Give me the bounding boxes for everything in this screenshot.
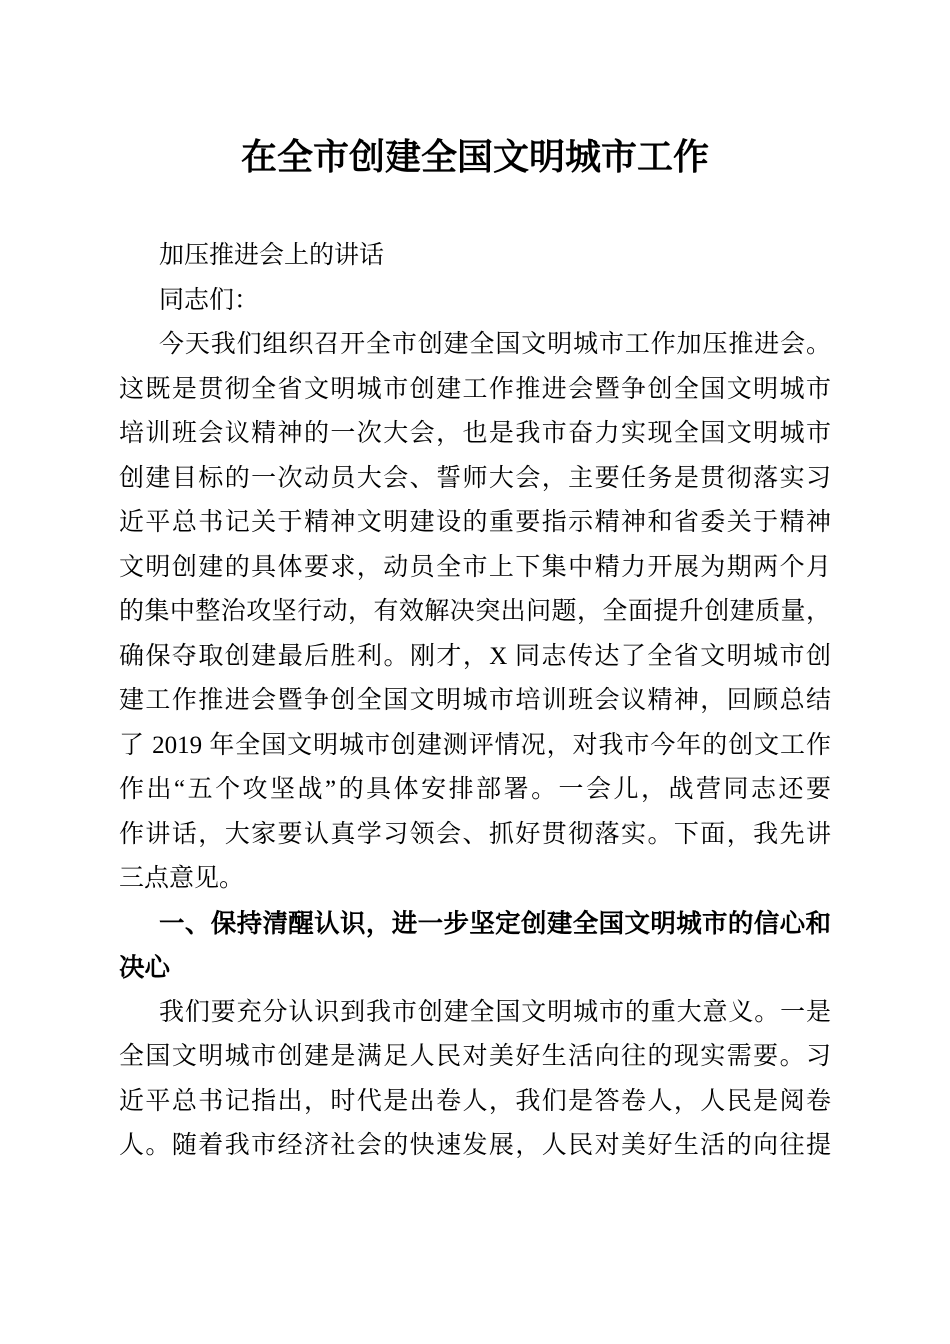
paragraph-line: 作讲话，大家要认真学习领会、抓好贯彻落实。下面，我先讲 — [119, 820, 831, 848]
paragraph-line: 近平总书记关于精神文明建设的重要指示精神和省委关于精神 — [119, 509, 831, 536]
section-heading-line: 决心 — [119, 954, 171, 982]
paragraph-line: 今天我们组织召开全市创建全国文明城市工作加压推进会。 — [159, 331, 831, 358]
paragraph-line: 了 2019 年全国文明城市创建测评情况，对我市今年的创文工作 — [119, 731, 831, 759]
paragraph-line: 这既是贯彻全省文明城市创建工作推进会暨争创全国文明城市 — [119, 375, 831, 403]
paragraph-line: 培训班会议精神的一次大会，也是我市奋力实现全国文明城市 — [119, 420, 831, 447]
paragraph-line: 加压推进会上的讲话 — [159, 242, 385, 269]
paragraph-line: 作出“五个攻坚战”的具体安排部署。一会儿，战营同志还要 — [119, 776, 831, 803]
paragraph-line: 创建目标的一次动员大会、誓师大会，主要任务是贯彻落实习 — [119, 464, 831, 492]
paragraph-line: 建工作推进会暨争创全国文明城市培训班会议精神，回顾总结 — [119, 687, 831, 714]
document-body — [119, 234, 831, 1169]
paragraph-line: 近平总书记指出，时代是出卷人，我们是答卷人，人民是阅卷 — [119, 1087, 831, 1115]
paragraph-line: 同志们： — [159, 286, 260, 314]
paragraph-line: 三点意见。 — [119, 865, 245, 892]
paragraph-line: 文明创建的具体要求，动员全市上下集中精力开展为期两个月 — [119, 553, 831, 581]
section-heading-line: 一、保持清醒认识，进一步坚定创建全国文明城市的信心和 — [159, 909, 831, 938]
paragraph-line: 我们要充分认识到我市创建全国文明城市的重大意义。一是 — [159, 998, 831, 1026]
paragraph-line: 人。随着我市经济社会的快速发展，人民对美好生活的向往提 — [119, 1132, 831, 1159]
document-title: 在全市创建全国文明城市工作 — [240, 137, 709, 177]
paragraph-line: 的集中整治攻坚行动，有效解决突出问题，全面提升创建质量， — [119, 598, 831, 625]
paragraph-line: 全国文明城市创建是满足人民对美好生活向往的现实需要。习 — [119, 1043, 831, 1070]
paragraph-line: 确保夺取创建最后胜利。刚才，X 同志传达了全省文明城市创 — [119, 642, 831, 670]
